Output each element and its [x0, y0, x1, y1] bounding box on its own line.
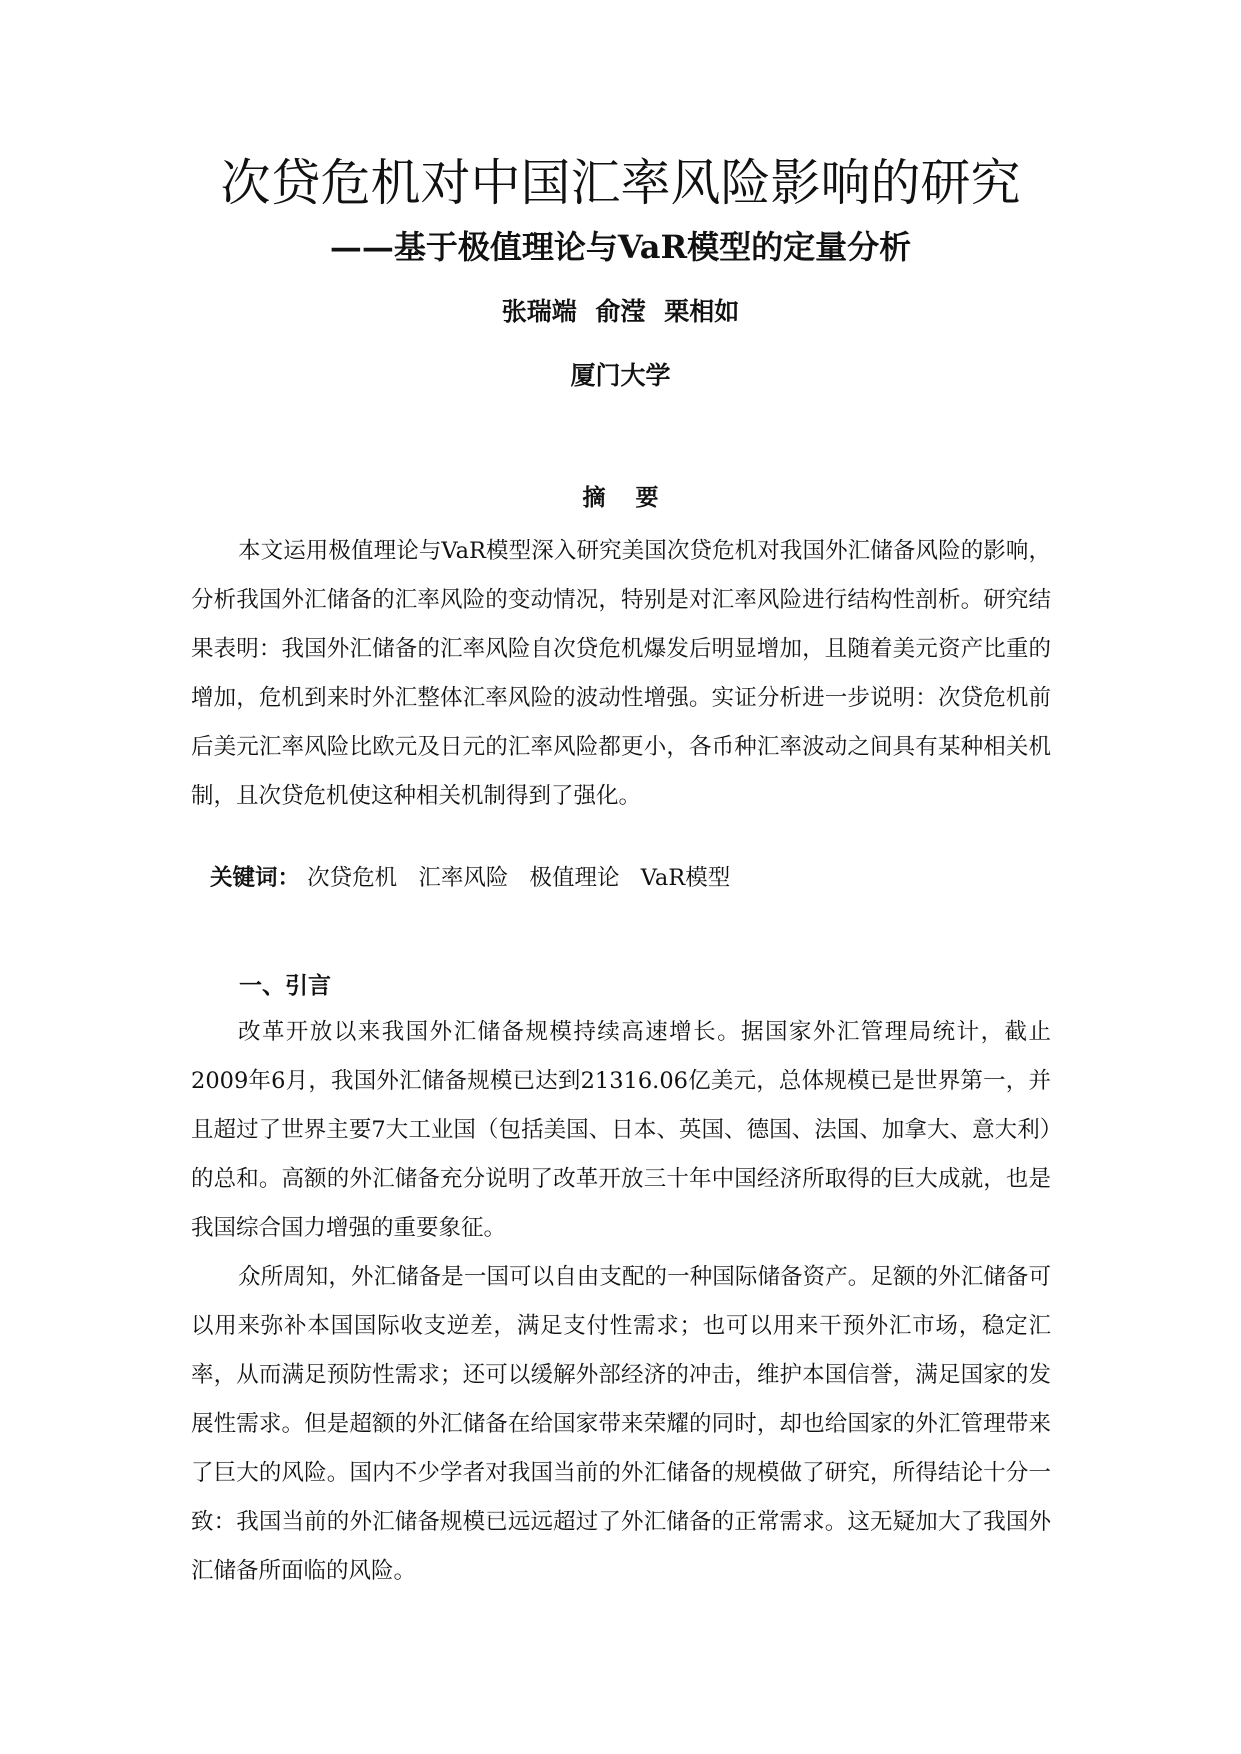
section-heading-introduction: 一、引言 [239, 972, 331, 999]
paper-subtitle: ——基于极值理论与VaR模型的定量分析 [329, 228, 912, 266]
keyword: 汇率风险 [418, 865, 509, 891]
keywords-label: 关键词： [210, 865, 301, 891]
introduction-body [191, 1008, 1051, 1596]
abstract-body [191, 527, 1051, 821]
body-paragraph: 众所周知，外汇储备是一国可以自由支配的一种国际储备资产。足额的外汇储备可以用来弥补本国国际收支逆差，满足支付性需求；也可以用来干预外汇市场，稳定汇率，从而满足预防性需求；还可以缓解外部经济的冲击，维护本国信誉，满足国家的发展性需求。但是超额的外汇储备在给国家带来荣耀的同时，却也给国家的外汇管理带来了巨大的风险。国内不少学者对我国当前的外汇储备的规模做了研究，所得结论十分一致：我国当前的外汇储备规模已远远超过了外汇储备的正常需求。这无疑加大了我国外汇储备所面临的风险。 [191, 1264, 1051, 1584]
author-name: 栗相如 [664, 297, 740, 326]
abstract-paragraph: 本文运用极值理论与VaR模型深入研究美国次贷危机对我国外汇储备风险的影响，分析我国外汇储备的汇率风险的变动情况，特别是对汇率风险进行结构性剖析。研究结果表明：我国外汇储备的汇率风险自次贷危机爆发后明显增加，且随着美元资产比重的增加，危机到来时外汇整体汇率风险的波动性增强。实证分析进一步说明：次贷危机前后美元汇率风险比欧元及日元的汇率风险都更小，各币种汇率波动之间具有某种相关机制，且次贷危机使这种相关机制得到了强化。 [191, 538, 1051, 809]
author-affiliation: 厦门大学 [570, 361, 671, 390]
author-list [0, 294, 1241, 330]
abstract-heading: 摘要 [582, 484, 689, 511]
author-name: 俞滢 [595, 297, 646, 326]
paper-title: 次贷危机对中国汇率风险影响的研究 [220, 154, 1021, 212]
keyword: 次贷危机 [307, 865, 398, 891]
keyword: 极值理论 [529, 865, 620, 891]
body-paragraph: 改革开放以来我国外汇储备规模持续高速增长。据国家外汇管理局统计，截止2009年6月，我国外汇储备规模已达到21316.06亿美元，总体规模已是世界第一，并且超过了世界主要7大工业国（包括美国、日本、英国、德国、法国、加拿大、意大利）的总和。高额的外汇储备充分说明了改革开放三十年中国经济所取得的巨大成就，也是我国综合国力增强的重要象征。 [191, 1019, 1051, 1241]
author-name: 张瑞端 [501, 297, 577, 326]
keyword: VaR模型 [640, 865, 731, 891]
keywords-line [210, 858, 744, 898]
